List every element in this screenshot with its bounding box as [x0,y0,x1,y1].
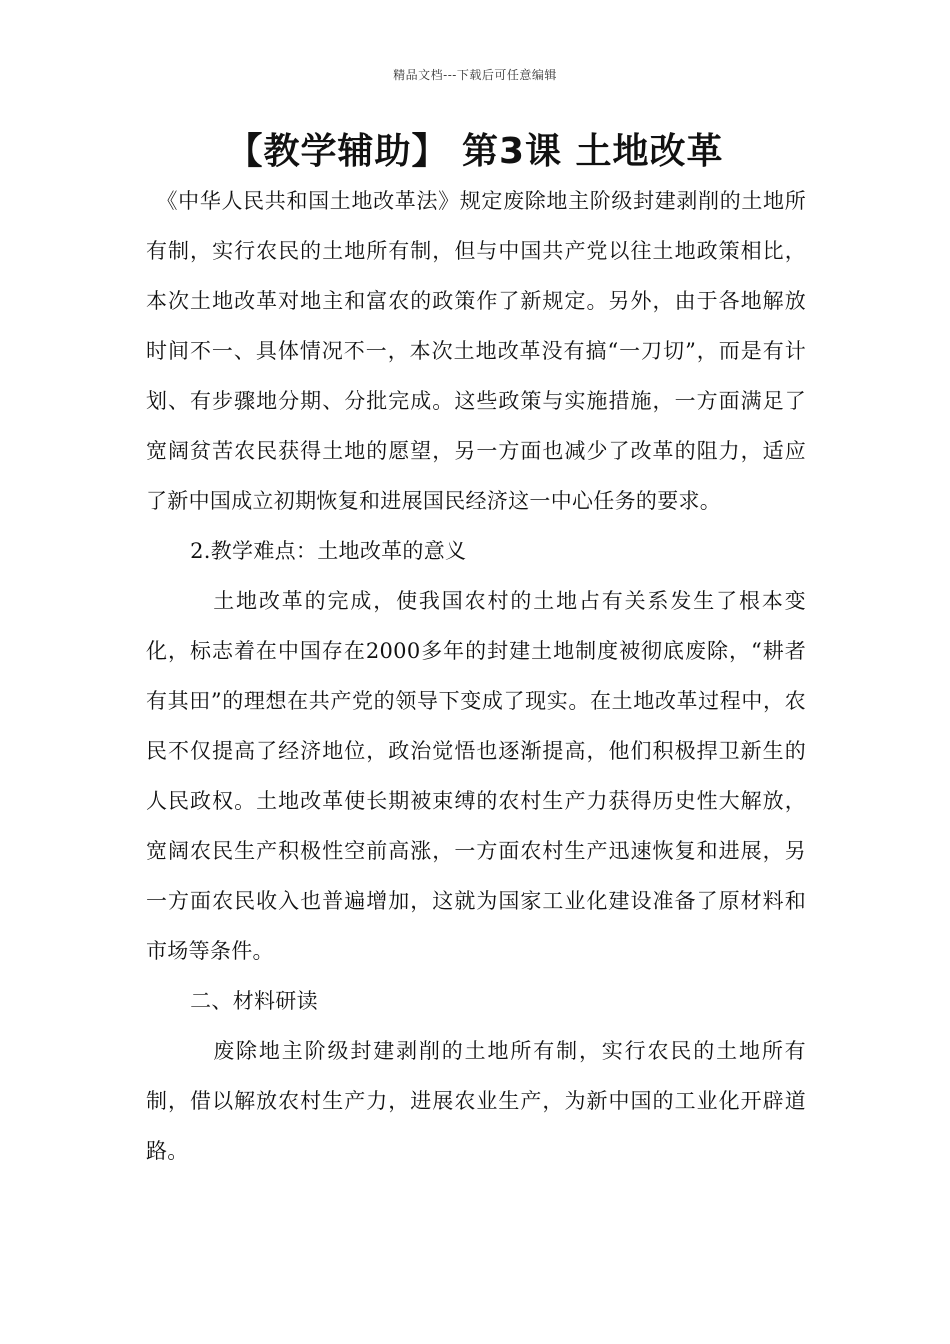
header-note: 精品文档---下载后可任意编辑 [393,68,557,82]
paragraph-land-reform-law: 《中华人民共和国土地改革法》规定废除地主阶级封建剥削的土地所有制，实行农民的土地所有制，但与中国共产党以往土地政策相比，本次土地改革对地主和富农的政策作了新规定。另外，由于各地解放时间不一、具体情况不一，本次土地改革没有搞“一刀切”，而是有计划、有步骤地分期、分批完成。这些政策与实施措施，一方面满足了宽阔贫苦农民获得土地的愿望，另一方面也减少了改革的阻力，适应了新中国成立初期恢复和进展国民经济这一中心任务的要求。 [146,189,806,513]
section-heading-teaching-difficulty: 2.教学难点：土地改革的意义 [190,539,467,563]
document-body [146,176,806,1176]
paragraph-material-quote: 废除地主阶级封建剥削的土地所有制，实行农民的土地所有制，借以解放农村生产力，进展农业生产，为新中国的工业化开辟道路。 [146,1039,806,1163]
section-heading-material-reading: 二、材料研读 [190,989,318,1013]
page-title: 【教学辅助】 第3课 土地改革 [226,131,724,172]
paragraph-land-reform-significance: 土地改革的完成，使我国农村的土地占有关系发生了根本变化，标志着在中国存在2000多年的封建土地制度被彻底废除，“耕者有其田”的理想在共产党的领导下变成了现实。在土地改革过程中，农民不仅提高了经济地位，政治觉悟也逐渐提高，他们积极捍卫新生的人民政权。土地改革使长期被束缚的农村生产力获得历史性大解放，宽阔农民生产积极性空前高涨，一方面农村生产迅速恢复和进展，另一方面农民收入也普遍增加，这就为国家工业化建设准备了原材料和市场等条件。 [146,589,806,963]
